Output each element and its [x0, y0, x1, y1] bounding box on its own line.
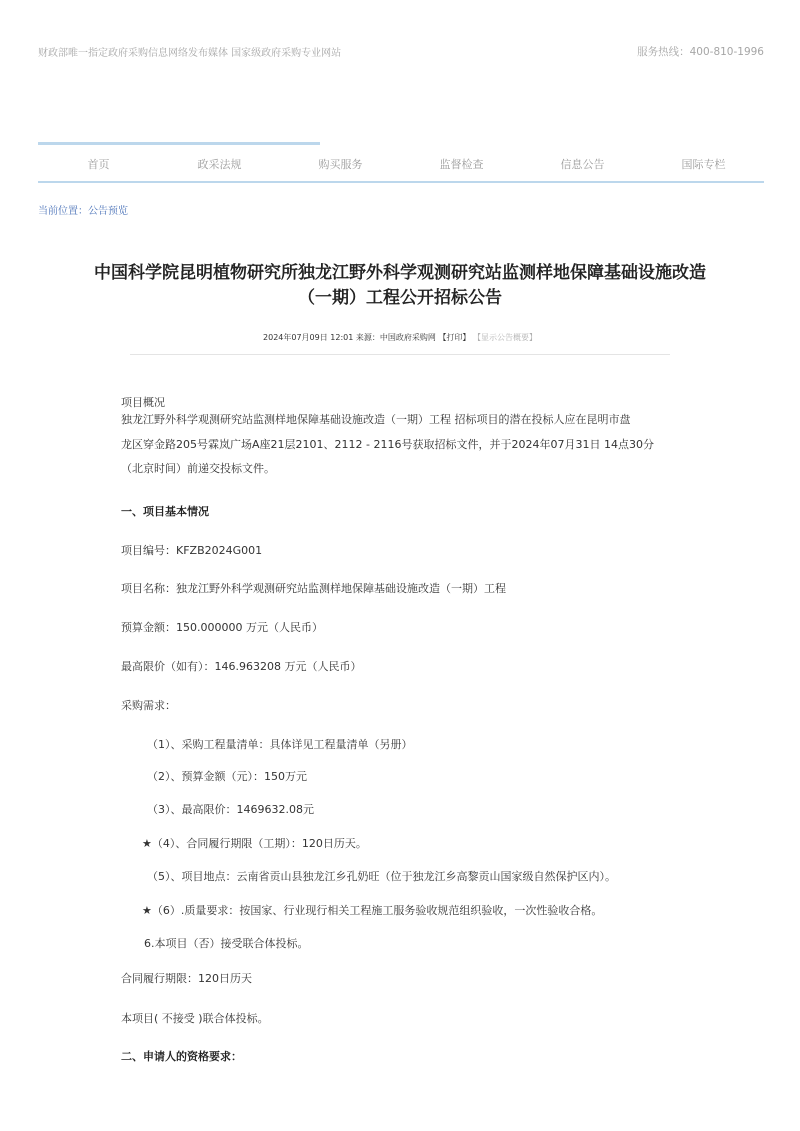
overview-line: 独龙江野外科学观测研究站监测样地保障基础设施改造（一期）工程 招标项目的潜在投标人应在昆明市盘: [121, 413, 631, 426]
section-heading-qualifications: 二、申请人的资格要求：: [121, 1050, 242, 1063]
article-meta: [130, 332, 670, 343]
requirement-item: 6.本项目（否）接受联合体投标。: [144, 937, 309, 950]
nav-item-home[interactable]: 首页: [87, 158, 110, 171]
meta-divider: [130, 354, 670, 355]
overview-line: 龙区穿金路205号霖岚广场A座21层2101、2112 - 2116号获取招标文件，并于2024年07月31日 14点30分: [121, 438, 654, 451]
nav-item-supervision[interactable]: 监督检查: [439, 158, 484, 171]
site-slogan: 财政部唯一指定政府采购信息网络发布媒体 国家级政府采购专业网站: [38, 48, 342, 59]
section-heading-basic-info: 一、项目基本情况: [121, 505, 209, 518]
consortium-note: 本项目( 不接受 )联合体投标。: [121, 1012, 269, 1025]
max-price: 最高限价（如有）：146.963208 万元（人民币）: [121, 660, 362, 673]
service-hotline: 服务热线：400-810-1996: [637, 46, 764, 58]
nav-item-announcements[interactable]: 信息公告: [560, 158, 605, 171]
contract-period: 合同履行期限：120日历天: [121, 972, 252, 985]
source-name: 中国政府采购网: [379, 333, 436, 342]
nav-divider: [38, 181, 764, 183]
nav-item-international[interactable]: 国际专栏: [681, 158, 726, 171]
overview-line: （北京时间）前递交投标文件。: [121, 462, 275, 475]
title-line-2: （一期）工程公开招标公告: [298, 288, 502, 308]
project-number: 项目编号：KFZB2024G001: [121, 544, 263, 557]
requirement-item: （1）、采购工程量清单：具体详见工程量清单（另册）: [147, 738, 413, 751]
breadcrumb-label: 当前位置：: [38, 206, 88, 217]
nav-item-purchase-service[interactable]: 购买服务: [318, 158, 363, 171]
budget-amount: 预算金额：150.000000 万元（人民币）: [121, 621, 323, 634]
overview-heading: 项目概况: [121, 396, 165, 409]
requirement-item: （3）、最高限价：1469632.08元: [147, 803, 314, 816]
main-nav: [38, 146, 764, 182]
show-summary-link[interactable]: 【显示公告概要】: [472, 333, 537, 342]
breadcrumb-current[interactable]: 公告预览: [88, 206, 128, 217]
breadcrumb: [38, 202, 128, 217]
publish-date: 2024年07月09日 12:01: [263, 333, 354, 342]
print-link[interactable]: 【打印】: [438, 333, 471, 342]
project-name: 项目名称：独龙江野外科学观测研究站监测样地保障基础设施改造（一期）工程: [121, 582, 506, 595]
requirement-item: （2）、预算金额（元）：150万元: [147, 770, 307, 783]
title-line-1: 中国科学院昆明植物研究所独龙江野外科学观测研究站监测样地保障基础设施改造: [94, 263, 706, 283]
page-title: [40, 261, 760, 311]
requirement-item: ★（6）.质量要求：按国家、行业现行相关工程施工服务验收规范组织验收，一次性验收合格。: [142, 904, 603, 917]
top-header-bar: [38, 44, 764, 60]
source-label: 来源：: [355, 333, 380, 342]
requirement-item: （5）、项目地点：云南省贡山县独龙江乡孔奶旺（位于独龙江乡高黎贡山国家级自然保护区内）。: [147, 870, 616, 883]
requirements-heading: 采购需求：: [121, 699, 176, 712]
requirement-item: ★（4）、合同履行期限（工期）：120日历天。: [142, 837, 367, 850]
nav-accent-bar: [38, 142, 320, 145]
nav-item-regulations[interactable]: 政采法规: [197, 158, 242, 171]
